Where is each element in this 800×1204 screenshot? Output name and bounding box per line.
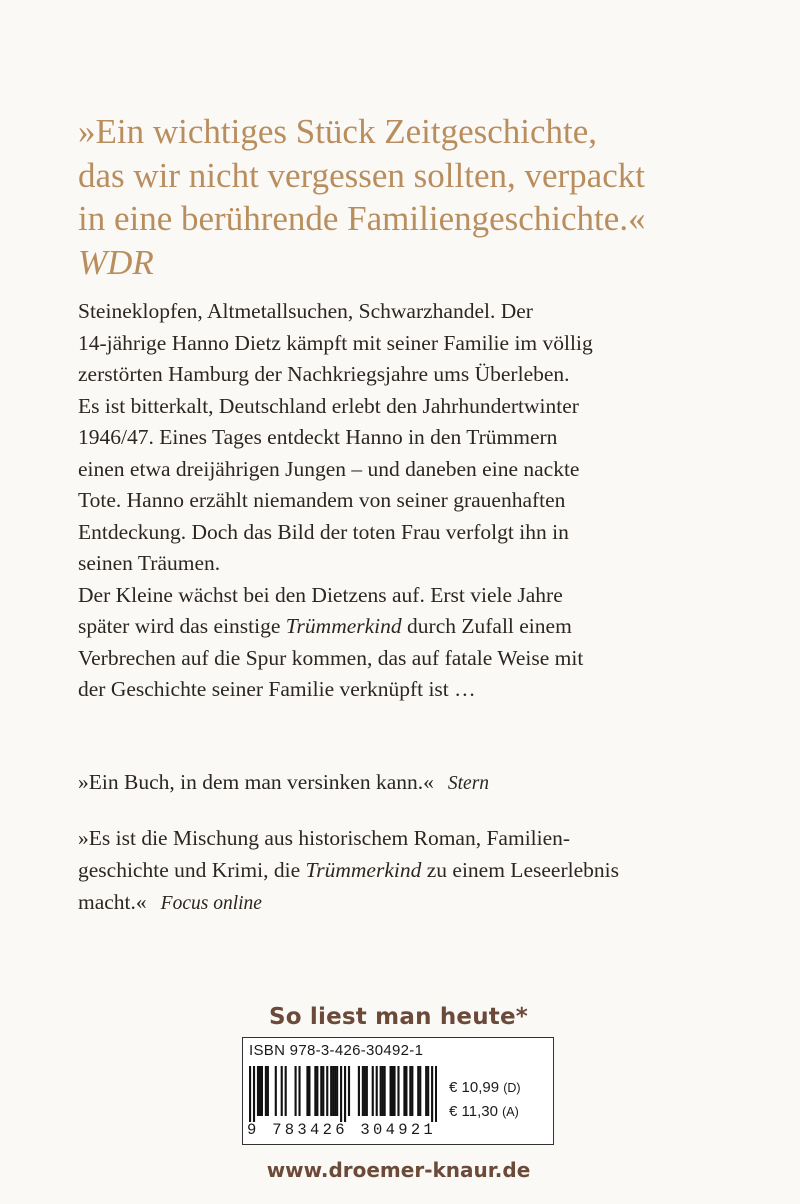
barcode-bar [405, 1066, 407, 1116]
barcode-bar [249, 1066, 251, 1122]
barcode-bar [332, 1066, 334, 1116]
barcode-bar [322, 1066, 324, 1116]
barcode-bar [364, 1066, 366, 1116]
barcode-bar [285, 1066, 287, 1116]
barcode-bar [391, 1066, 393, 1116]
price-list [449, 1076, 521, 1124]
barcode-bar [409, 1066, 411, 1116]
barcode-bar [417, 1066, 419, 1116]
review-line [78, 886, 768, 920]
blurb-text: durch Zufall einem [401, 614, 572, 638]
blurb-line: Der Kleine wächst bei den Dietzens auf. Erst viele Jahre [78, 582, 563, 607]
barcode-bar [431, 1066, 433, 1122]
featured-quote-line: in eine berührende Familiengeschichte.« [78, 199, 646, 238]
book-title: Trümmerkind [305, 858, 422, 882]
barcode-bar [326, 1066, 328, 1116]
featured-quote-line: das wir nicht vergessen sollten, verpackt [78, 155, 645, 195]
barcode-bar [419, 1066, 421, 1116]
review-stern [78, 766, 768, 800]
barcode-bar [372, 1066, 374, 1116]
blurb-line: der Geschichte seiner Familie verknüpft ist … [78, 677, 476, 701]
blurb-line: zerstörten Hamburg der Nachkriegsjahre ums Überleben. [78, 362, 570, 386]
barcode-bar [330, 1066, 332, 1116]
blurb-text: später wird das einstige [78, 614, 286, 638]
publisher-slogan: So liest man heute* [268, 1004, 529, 1030]
barcode-bar [265, 1066, 267, 1116]
barcode-bar [267, 1066, 269, 1116]
review-text: »Ein Buch, in dem man versinken kann.« [78, 770, 434, 794]
book-blurb [78, 296, 768, 706]
barcode-bar [358, 1066, 360, 1116]
barcode-bar [384, 1066, 386, 1116]
review-text: geschichte und Krimi, die [78, 858, 306, 882]
barcode-bar [348, 1066, 350, 1116]
barcode-bar [344, 1066, 346, 1122]
barcode-bar [320, 1066, 322, 1116]
barcode-label [242, 1037, 554, 1145]
barcode-bar [380, 1066, 382, 1116]
barcode-bar [259, 1066, 261, 1116]
barcode-bar [366, 1066, 368, 1116]
barcode-bar [261, 1066, 263, 1116]
barcode-bar [336, 1066, 338, 1116]
publisher-website[interactable]: www.droemer-knaur.de [266, 1158, 531, 1182]
barcode-bar [340, 1066, 342, 1122]
price-austria [449, 1100, 521, 1124]
barcode-bar [376, 1066, 378, 1116]
barcode-bar [397, 1066, 399, 1116]
ean-barcode [249, 1066, 437, 1122]
barcode-bar [295, 1066, 297, 1116]
barcode-bar [390, 1066, 392, 1116]
barcode-bar [334, 1066, 336, 1116]
price-value: € 10,99 [449, 1079, 500, 1096]
blurb-line: 1946/47. Eines Tages entdeckt Hanno in den Trümmern [78, 425, 558, 449]
blurb-line: Tote. Hanno erzählt niemandem von seiner grauenhaften [78, 488, 566, 512]
barcode-bar [308, 1066, 310, 1116]
blurb-line: Es ist bitterkalt, Deutschland erlebt den Jahrhundertwinter [78, 393, 579, 418]
review-text: zu einem Leseerlebnis [421, 858, 619, 882]
barcode-bar [306, 1066, 308, 1116]
blurb-line: Verbrechen auf die Spur kommen, das auf fatale Weise mit [78, 645, 584, 670]
barcode-bar [403, 1066, 405, 1116]
review-line [78, 766, 768, 800]
featured-quote [78, 110, 778, 284]
blurb-line: Entdeckung. Doch das Bild der toten Frau verfolgt ihn in [78, 519, 569, 544]
barcode-bar [314, 1066, 316, 1116]
barcode-bar [393, 1066, 395, 1116]
barcode-bar [253, 1066, 255, 1122]
blurb-line [78, 611, 768, 643]
blurb-line: Steineklopfen, Altmetallsuchen, Schwarzhandel. Der [78, 299, 533, 323]
review-line [78, 854, 768, 886]
blurb-line: einen etwa dreijährigen Jungen – und daneben eine nackte [78, 456, 580, 481]
barcode-digits: 9 783426 304921 [247, 1121, 437, 1139]
review-source: Focus online [160, 893, 262, 914]
barcode-bar [362, 1066, 364, 1116]
barcode-bar [275, 1066, 277, 1116]
price-value: € 11,30 [449, 1103, 498, 1120]
country-code: (D) [503, 1081, 521, 1095]
price-germany [449, 1076, 521, 1100]
featured-quote-source: WDR [78, 242, 154, 282]
barcode-bar [281, 1066, 283, 1116]
barcode-bar [316, 1066, 318, 1116]
blurb-line: 14-jährige Hanno Dietz kämpft mit seiner Familie im völlig [78, 330, 593, 355]
featured-quote-line: »Ein wichtiges Stück Zeitgeschichte, [78, 112, 598, 151]
book-title: Trümmerkind [285, 614, 402, 638]
barcode-bar [411, 1066, 413, 1116]
blurb-line: seinen Träumen. [78, 551, 221, 575]
barcode-bar [298, 1066, 300, 1116]
barcode-bar [435, 1066, 437, 1122]
barcode-bar [425, 1066, 427, 1116]
barcode-bar [257, 1066, 259, 1116]
country-code: (A) [502, 1105, 519, 1119]
review-source: Stern [447, 773, 490, 794]
isbn-number: ISBN 978-3-426-30492-1 [249, 1042, 424, 1059]
barcode-bars [249, 1066, 437, 1122]
review-focus [78, 822, 768, 920]
barcode-bar [382, 1066, 384, 1116]
review-text: macht.« [78, 890, 147, 914]
barcode-bar [427, 1066, 429, 1116]
review-line: »Es ist die Mischung aus historischem Roman, Familien- [78, 826, 571, 850]
